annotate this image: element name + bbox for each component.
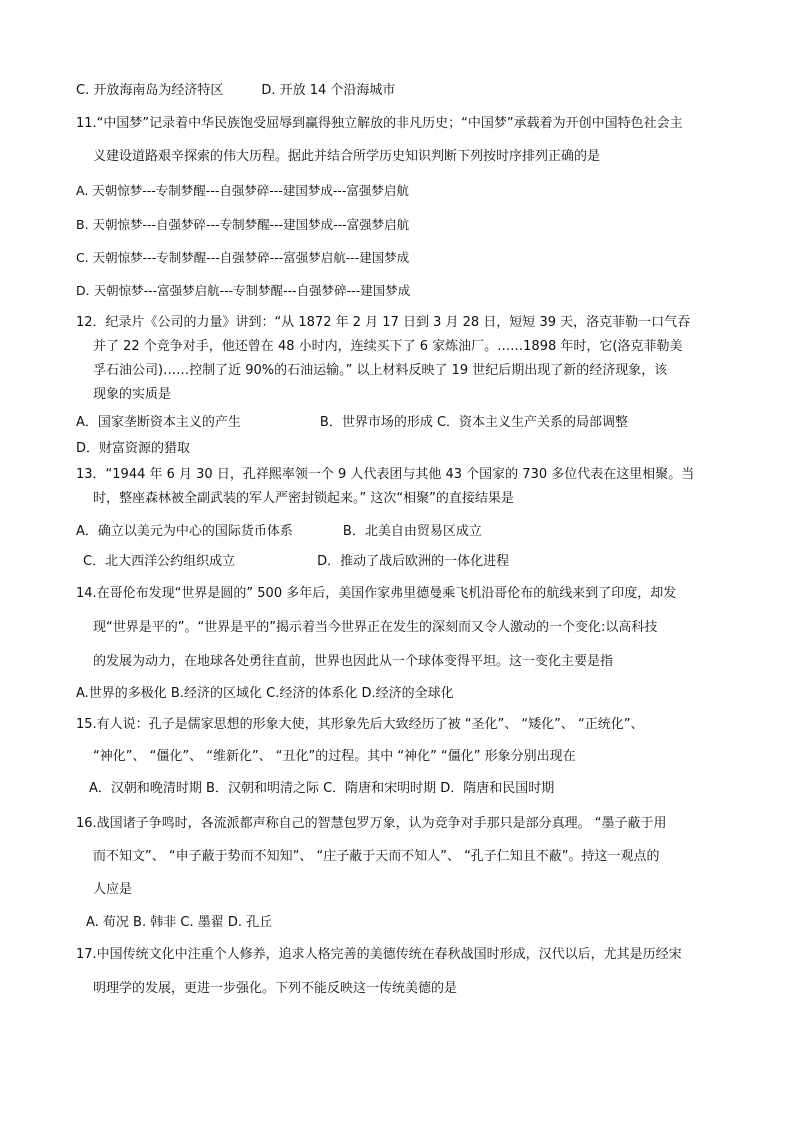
q11-option-c: C. 天朝惊梦---专制梦醒---自强梦碎---富强梦启航---建国梦成: [76, 250, 410, 265]
q16-options: A. 荀况 B. 韩非 C. 墨翟 D. 孔丘: [86, 915, 273, 930]
q14-options: A.世界的多极化 B.经济的区域化 C.经济的体系化 D.经济的全球化: [76, 686, 454, 701]
q14-stem-line-3: 的发展为动力，在地球各处勇往直前，世界也因此从一个球体变得平坦。这一变化主要是指: [93, 654, 614, 669]
q11-stem-line-1: 11.“中国梦”记录着中华民族饱受屈辱到赢得独立解放的非凡历史；“中国梦”承载着为开创中国特色社会主: [76, 116, 683, 131]
q15-stem-line-2: “神化”、 “僵化”、 “维新化”、 “丑化”的过程。其中 “神化” “僵化” 形象分别出现在: [93, 749, 576, 764]
q13-option-d: D．推动了战后欧洲的一体化进程: [317, 554, 510, 569]
q11-option-d: D. 天朝惊梦---富强梦启航---专制梦醒---自强梦碎---建国梦成: [76, 283, 411, 298]
q13-options-row-2: [83, 553, 509, 571]
q14-stem-line-2: 现“世界是平的”。“世界是平的”揭示着当今世界正在发生的深刻而又令人激动的一个变化:以高科技: [93, 620, 658, 635]
q13-stem-line-2: 时，整座森林被全副武装的军人严密封锁起来。” 这次“相聚”的直接结果是: [93, 491, 514, 506]
q10-options-row: [76, 82, 395, 100]
q12-option-d: D．财富资源的猎取: [76, 441, 191, 456]
q17-stem-line-2: 明理学的发展，更进一步强化。下列不能反映这一传统美德的是: [93, 981, 458, 996]
q13-stem-line-1: 13．“1944 年 6 月 30 日，孔祥熙率领一个 9 人代表团与其他 43 个国家的 730 多位代表在这里相聚。当: [76, 467, 695, 482]
q11-stem-line-2: 义建设道路艰辛探索的伟大历程。据此并结合所学历史知识判断下列按时序排列正确的是: [93, 149, 601, 164]
q13-option-a: A．确立以美元为中心的国际货币体系: [76, 524, 293, 539]
q12-option-a: A．国家垄断资本主义的产生: [76, 415, 241, 430]
q12-stem-line-1: 12．纪录片《公司的力量》讲到：“从 1872 年 2 月 17 日到 3 月 28 日，短短 39 天，洛克菲勒一口气吞: [76, 315, 691, 330]
q12-stem-line-4: 现象的实质是: [93, 387, 172, 402]
q11-option-a: A. 天朝惊梦---专制梦醒---自强梦碎---建国梦成---富强梦启航: [76, 183, 409, 198]
q12-option-bc: B．世界市场的形成 C．资本主义生产关系的局部调整: [319, 415, 629, 430]
q10-option-c: C. 开放海南岛为经济特区: [76, 83, 224, 98]
q16-stem-line-2: 而不知文”、 “申子蔽于势而不知知”、 “庄子蔽于天而不知人”、 “孔子仁知且不蔽”。持这一观点的: [93, 849, 660, 864]
q12-stem-line-2: 并了 22 个竞争对手，他还曾在 48 小时内，连续买下了 6 家炼油厂。……1898 年时，它(洛克菲勒美: [93, 339, 683, 354]
q14-stem-line-1: 14.在哥伦布发现“世界是圆的” 500 多年后，美国作家弗里德曼乘飞机沿哥伦布的航线来到了印度，却发: [76, 586, 677, 601]
q17-stem-line-1: 17.中国传统文化中注重个人修养，追求人格完善的美德传统在春秋战国时形成，汉代以后，尤其是历经宋: [76, 947, 682, 962]
q16-stem-line-1: 16.战国诸子争鸣时，各流派都声称自己的智慧包罗万象，认为竞争对手那只是部分真理。 “墨子蔽于用: [76, 816, 667, 831]
q12-stem-line-3: 孚石油公司)……控制了近 90%的石油运输。” 以上材料反映了 19 世纪后期出现了新的经济现象，该: [93, 363, 668, 378]
q12-options-row-1: [76, 414, 628, 432]
q10-option-d: D. 开放 14 个沿海城市: [261, 83, 396, 98]
q16-stem-line-3: 人应是: [93, 882, 133, 897]
q13-option-c: C．北大西洋公约组织成立: [83, 554, 236, 569]
q15-stem-line-1: 15.有人说：孔子是儒家思想的形象大使，其形象先后大致经历了被 “圣化”、 “矮化”、 “正统化”、: [76, 717, 644, 732]
q15-options: A．汉朝和晚清时期 B．汉朝和明清之际 C．隋唐和宋明时期 D．隋唐和民国时期: [89, 781, 555, 796]
q13-options-row-1: [76, 523, 482, 541]
q11-option-b: B. 天朝惊梦---自强梦碎---专制梦醒---建国梦成---富强梦启航: [76, 217, 410, 232]
q13-option-b: B．北美自由贸易区成立: [342, 524, 482, 539]
